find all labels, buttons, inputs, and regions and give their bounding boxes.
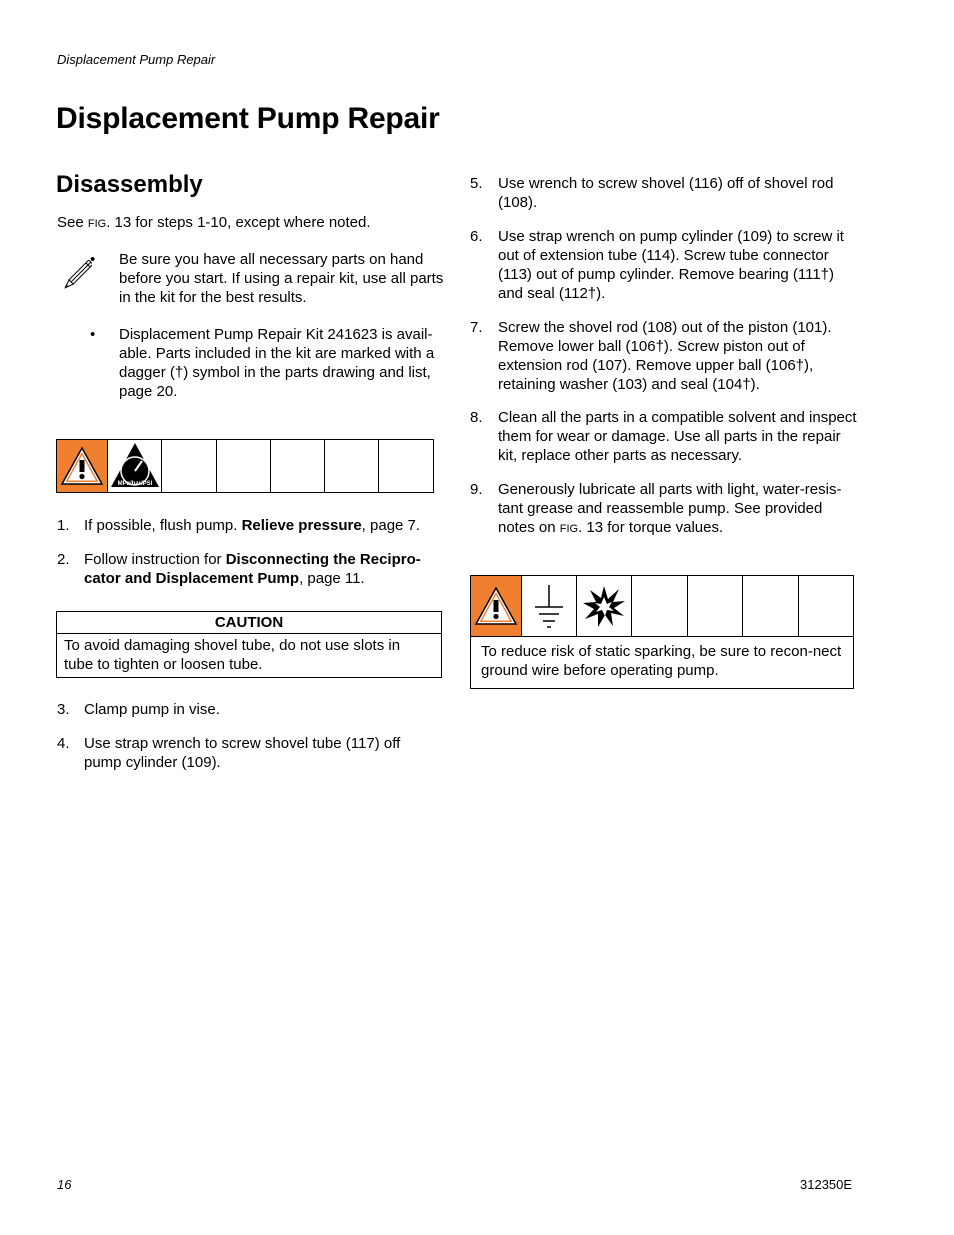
warning-cell xyxy=(471,576,522,636)
step-number: 3. xyxy=(57,701,70,718)
page-title: Displacement Pump Repair xyxy=(56,102,440,135)
warning-text: To reduce risk of static sparking, be sure to recon-nect ground wire before operating pump. xyxy=(481,643,842,679)
step-number: 9. xyxy=(470,481,483,498)
bullet-marker: • xyxy=(90,326,96,343)
warning-triangle-icon xyxy=(60,446,104,486)
step-text: Follow instruction for Disconnecting the Recipro-cator and Displacement Pump, page 11. xyxy=(84,551,421,587)
caution-box xyxy=(56,611,442,678)
step-text: Generously lubricate all parts with light, water-resis-tant grease and reassemble pump. See provided notes on FIG. 13 for torque values. xyxy=(498,481,842,536)
pressure-icon-label: MPa/bar/PSI xyxy=(117,481,152,487)
step-number: 4. xyxy=(57,735,70,752)
warning-box xyxy=(470,575,854,689)
warning-icon-table xyxy=(56,439,434,493)
empty-icon-cell xyxy=(379,440,433,492)
step-text: Use wrench to screw shovel (116) off of shovel rod (108). xyxy=(498,175,834,211)
explosion-icon xyxy=(581,583,627,629)
note-item: Displacement Pump Repair Kit 241623 is avail-able. Parts included in the kit are marked with a dagger (†) symbol in the parts drawing and list, page 20. xyxy=(119,326,435,400)
empty-icon-cell xyxy=(217,440,271,492)
pressure-cell xyxy=(108,440,162,492)
section-title: Disassembly xyxy=(56,171,203,198)
step-text: Screw the shovel rod (108) out of the piston (101). Remove lower ball (106†). Screw piston out of extension rod (107). Remove upper ball (106†), retaining washer (103) and seal (104†). xyxy=(498,319,832,393)
warning-icon-row xyxy=(471,576,853,637)
page-number: 16 xyxy=(57,1177,72,1192)
warning-triangle-icon xyxy=(474,586,518,626)
step-text: If possible, flush pump. Relieve pressure, page 7. xyxy=(84,517,421,534)
step-number: 5. xyxy=(470,175,483,192)
running-header: Displacement Pump Repair xyxy=(57,52,216,67)
step-text: Clamp pump in vise. xyxy=(84,701,220,718)
explosion-cell xyxy=(577,576,632,636)
bullet-marker: • xyxy=(90,251,96,268)
document-number: 312350E xyxy=(800,1177,853,1192)
empty-icon-cell xyxy=(743,576,799,636)
empty-icon-cell xyxy=(271,440,325,492)
step-text: Use strap wrench on pump cylinder (109) to screw it out of extension tube (114). Screw tube connector (113) out of pump cylinder. Remove bearing (111†) and seal (112†). xyxy=(498,228,844,302)
empty-icon-cell xyxy=(799,576,853,636)
ground-cell xyxy=(522,576,577,636)
warning-cell xyxy=(57,440,108,492)
caution-heading: CAUTION xyxy=(57,612,441,634)
step-number: 7. xyxy=(470,319,483,336)
pressure-gauge-icon xyxy=(109,441,161,491)
empty-icon-cell xyxy=(632,576,688,636)
step-number: 1. xyxy=(57,517,70,534)
empty-icon-cell xyxy=(688,576,743,636)
step-number: 2. xyxy=(57,551,70,568)
step-number: 8. xyxy=(470,409,483,426)
step-text: Clean all the parts in a compatible solvent and inspect them for wear or damage. Use all parts in the repair kit, replace other parts as necessary. xyxy=(498,409,857,464)
empty-icon-cell xyxy=(325,440,379,492)
note-item: Be sure you have all necessary parts on hand before you start. If using a repair kit, use all parts in the kit for the best results. xyxy=(119,251,444,306)
empty-icon-cell xyxy=(162,440,217,492)
step-text: Use strap wrench to screw shovel tube (117) off pump cylinder (109). xyxy=(84,735,401,771)
ground-icon xyxy=(529,581,569,631)
pencil-note-icon xyxy=(60,260,92,294)
step-number: 6. xyxy=(470,228,483,245)
see-figure-note: See FIG. 13 for steps 1-10, except where noted. xyxy=(57,214,371,231)
caution-text: To avoid damaging shovel tube, do not use slots in tube to tighten or loosen tube. xyxy=(64,637,401,673)
